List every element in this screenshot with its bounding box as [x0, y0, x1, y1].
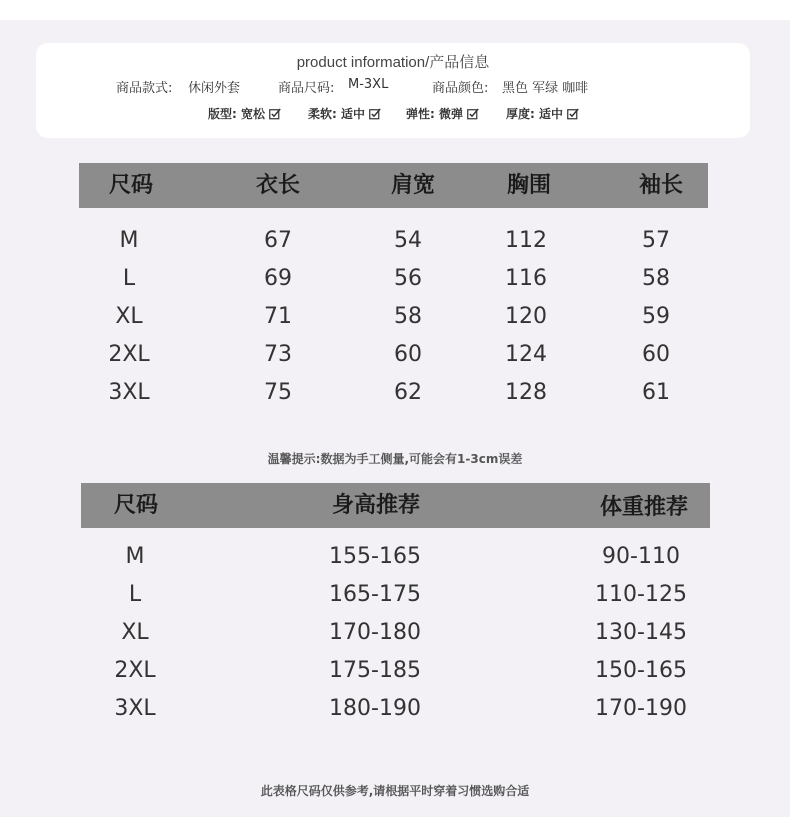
- table-row: [0, 226, 790, 256]
- header-sleeve: 袖长: [638, 173, 683, 198]
- color-label: 商品颜色:: [432, 81, 489, 96]
- cell-weight: 150-165: [595, 658, 687, 683]
- cell-shoulder: 58: [394, 304, 422, 329]
- table-row: [0, 618, 790, 648]
- size-table-header: [79, 163, 708, 208]
- cell-chest: 112: [505, 228, 547, 253]
- cell-size: XL: [121, 620, 149, 645]
- header-weight: 体重推荐: [599, 495, 688, 520]
- cell-chest: 120: [505, 304, 547, 329]
- size-value: M-3XL: [348, 77, 389, 92]
- cell-chest: 116: [505, 266, 547, 291]
- cell-length: 69: [264, 266, 292, 291]
- product-info-row: [36, 77, 750, 97]
- header-shoulder: 肩宽: [390, 173, 435, 198]
- style-label: 商品款式:: [116, 81, 173, 96]
- product-info-title: product information/产品信息: [296, 54, 490, 71]
- header-size: 尺码: [108, 173, 153, 198]
- cell-height: 165-175: [329, 582, 421, 607]
- cell-sleeve: 61: [642, 380, 670, 405]
- table-row: [0, 302, 790, 332]
- cell-size: 2XL: [108, 342, 150, 367]
- cell-size: 3XL: [108, 380, 150, 405]
- attribute-elasticity: [406, 105, 479, 122]
- recommend-table-header: [81, 483, 710, 528]
- cell-sleeve: 58: [642, 266, 670, 291]
- cell-size: 3XL: [114, 696, 156, 721]
- cell-shoulder: 54: [394, 228, 422, 253]
- checkbox-checked-icon: [269, 108, 281, 120]
- header-size: 尺码: [113, 493, 158, 518]
- cell-sleeve: 57: [642, 228, 670, 253]
- header-chest: 胸围: [506, 173, 551, 198]
- attribute-label: 厚度: 适中: [506, 107, 563, 121]
- cell-height: 180-190: [329, 696, 421, 721]
- cell-size: L: [122, 266, 136, 291]
- cell-height: 175-185: [329, 658, 421, 683]
- cell-size: M: [119, 228, 139, 253]
- cell-length: 73: [264, 342, 292, 367]
- cell-length: 71: [264, 304, 292, 329]
- table-row: [0, 542, 790, 572]
- style-value: 休闲外套: [188, 81, 241, 96]
- attribute-label: 柔软: 适中: [308, 107, 365, 121]
- cell-weight: 170-190: [595, 696, 687, 721]
- table-row: [0, 580, 790, 610]
- table-row: [0, 340, 790, 370]
- cell-shoulder: 60: [394, 342, 422, 367]
- cell-length: 67: [264, 228, 292, 253]
- attribute-fit: [208, 105, 281, 122]
- attribute-row: [36, 105, 750, 123]
- cell-shoulder: 62: [394, 380, 422, 405]
- cell-size: M: [125, 544, 145, 569]
- checkbox-checked-icon: [369, 108, 381, 120]
- cell-height: 170-180: [329, 620, 421, 645]
- product-info-card: [36, 43, 750, 138]
- cell-chest: 124: [505, 342, 547, 367]
- top-strip: [0, 0, 790, 20]
- attribute-thickness: [506, 105, 579, 122]
- cell-weight: 130-145: [595, 620, 687, 645]
- size-label: 商品尺码:: [278, 81, 335, 96]
- cell-length: 75: [264, 380, 292, 405]
- cell-sleeve: 60: [642, 342, 670, 367]
- table-row: [0, 656, 790, 686]
- table-row: [0, 694, 790, 724]
- footer-note: 此表格尺码仅供参考,请根据平时穿着习惯选购合适: [260, 784, 530, 798]
- cell-size: 2XL: [114, 658, 156, 683]
- measurement-tip: 温馨提示:数据为手工侧量,可能会有1-3cm误差: [267, 452, 523, 466]
- checkbox-checked-icon: [567, 108, 579, 120]
- header-length: 衣长: [255, 173, 300, 198]
- attribute-softness: [308, 105, 381, 122]
- checkbox-checked-icon: [467, 108, 479, 120]
- color-value: 黑色 军绿 咖啡: [502, 81, 589, 96]
- cell-weight: 90-110: [602, 544, 680, 569]
- cell-size: L: [128, 582, 142, 607]
- table-row: [0, 264, 790, 294]
- cell-weight: 110-125: [595, 582, 687, 607]
- attribute-label: 版型: 宽松: [208, 107, 265, 121]
- cell-shoulder: 56: [394, 266, 422, 291]
- header-height: 身高推荐: [331, 493, 420, 518]
- attribute-label: 弹性: 微弹: [406, 107, 463, 121]
- cell-size: XL: [115, 304, 143, 329]
- cell-sleeve: 59: [642, 304, 670, 329]
- cell-height: 155-165: [329, 544, 421, 569]
- table-row: [0, 378, 790, 408]
- cell-chest: 128: [505, 380, 547, 405]
